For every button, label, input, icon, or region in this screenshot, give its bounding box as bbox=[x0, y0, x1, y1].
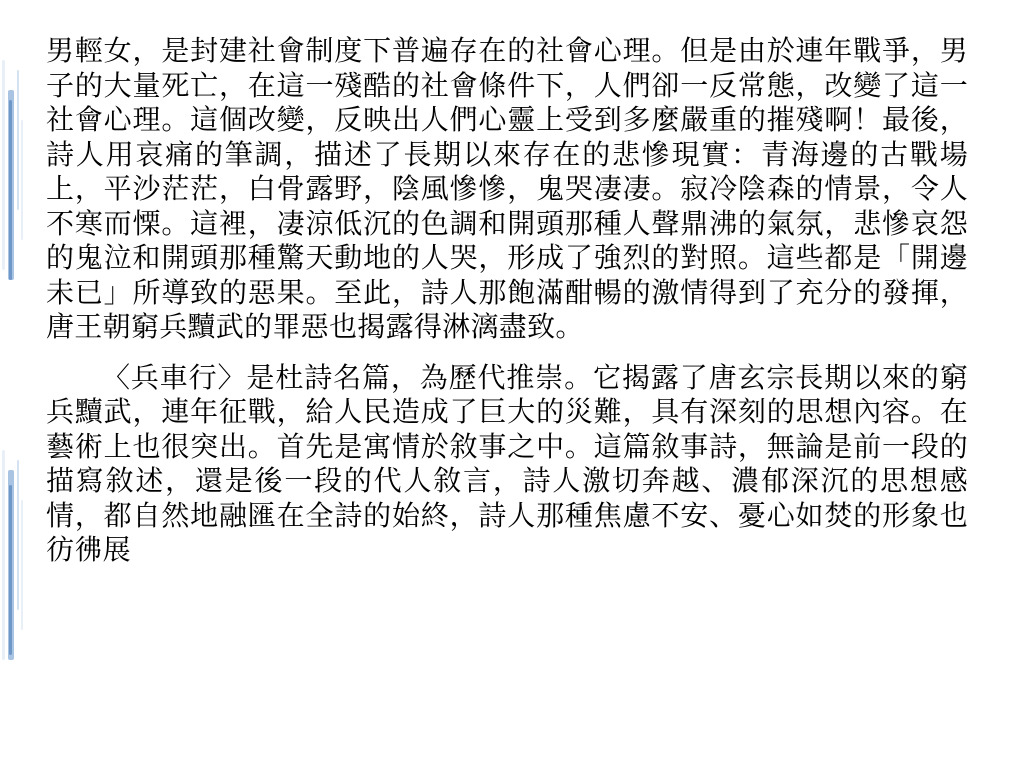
deco-bar bbox=[9, 485, 12, 655]
paragraph: 男輕女，是封建社會制度下普遍存在的社會心理。但是由於連年戰爭，男子的大量死亡，在這一殘酷的社會條件下，人們卻一反常態，改變了這一社會心理。這個改變，反映出人們心靈上受到多麼嚴重的摧殘啊！最後，詩人用哀痛的筆調，描述了長期以來存在的悲慘現實：青海邊的古戰場上，平沙茫茫，白骨露野，陰風慘慘，鬼哭凄凄。寂冷陰森的情景，令人不寒而慄。這裡，凄涼低沉的色調和開頭那種人聲鼎沸的氣氛，悲慘哀怨的鬼泣和開頭那種驚天動地的人哭，形成了強烈的對照。這些都是「開邊未已」所導致的惡果。至此，詩人那飽滿酣暢的激情得到了充分的發揮，唐王朝窮兵黷武的罪惡也揭露得淋漓盡致。 bbox=[46, 34, 968, 343]
deco-bar bbox=[21, 120, 23, 240]
document-body bbox=[46, 34, 968, 568]
deco-bar bbox=[21, 500, 23, 630]
deco-bar bbox=[17, 460, 19, 610]
deco-bar bbox=[17, 70, 19, 210]
deco-bar bbox=[8, 90, 14, 280]
left-decoration-bottom bbox=[0, 450, 40, 670]
deco-bar bbox=[2, 60, 5, 270]
deco-bar bbox=[8, 470, 14, 660]
deco-bar bbox=[9, 100, 12, 280]
left-decoration-top bbox=[0, 60, 40, 290]
paragraph: 〈兵車行〉是杜詩名篇，為歷代推崇。它揭露了唐玄宗長期以來的窮兵黷武，連年征戰，給人民造成了巨大的災難，具有深刻的思想內容。在藝術上也很突出。首先是寓情於敘事之中。這篇敘事詩，無論是前一段的描寫敘述，還是後一段的代人敘言，詩人激切奔越、濃郁深沉的思想感情，都自然地融匯在全詩的始終，詩人那種焦慮不安、憂心如焚的形象也彷彿展 bbox=[46, 360, 968, 566]
deco-bar bbox=[2, 450, 5, 660]
